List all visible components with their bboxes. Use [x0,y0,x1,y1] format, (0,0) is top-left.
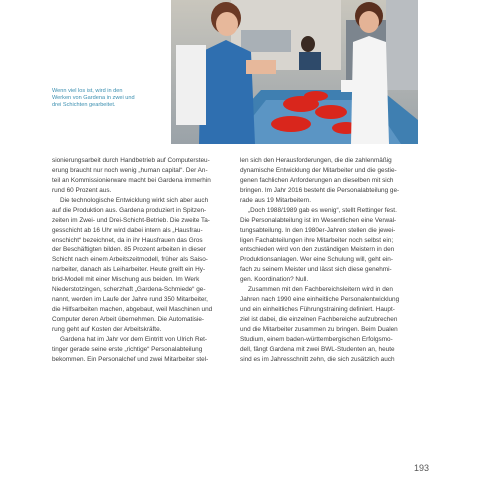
caption-line: drei Schichten gearbeitet. [52,102,116,108]
text-line: sionierungsarbeit durch Handbetrieb auf Computersteu- [52,157,210,164]
right-text-column [240,156,424,365]
text-line: enschicht“ bezeichnet, da in ihr Hausfrauen das Gros [52,236,203,244]
text-line: nannt, werden im Laufe der Jahre rund 350 Mitarbeiter, [52,296,208,304]
text-line: rade aus 19 Mitarbeitern. [240,196,312,204]
photo-caption [52,88,168,109]
text-line: erung braucht nur noch wenig „human capital“. Der An- [52,166,208,174]
text-line: len sich den Herausforderungen, die die zahlenmäßig [240,157,392,164]
caption-line: Werken von Gardena in zwei und [52,95,135,101]
text-line: Die Personalabteilung ist im Wesentlichen eine Verwal- [240,216,397,224]
text-line: Die technologische Entwicklung wirkt sich aber auch [60,196,209,204]
left-text-column [52,156,236,365]
text-line: ligen Fachabteilungen ihre Mitarbeiter noch selbst ein; [240,236,394,244]
text-line: teil an Kommissionierware macht bei Gardena immerhin [52,176,211,184]
text-line: tungsabteilung. In den 1980er-Jahren stellen die jewei- [240,226,396,234]
text-line: auf die Produktion aus. Gardena produziert in Spitzen- [52,206,207,214]
text-line: Gardena hat im Jahr vor dem Eintritt von Ulrich Ret- [60,335,208,343]
text-line: gen. Koordination? Null. [240,276,309,284]
text-line: dynamische Entwicklung der Mitarbeiter und die gestie- [240,166,397,174]
text-line: gesschicht ab 16 Uhr wird dabei intern als „Hausfrau- [52,226,203,234]
text-line: dell, fängt Gardena mit zwei BWL-Studenten an, heute [240,345,395,353]
page-number: 193 [414,463,430,473]
text-line: Niederstotzingen, scherzhaft „Gardena-Schmiede“ ge- [52,286,206,294]
text-line: rund 60 Prozent aus. [52,186,112,194]
text-line: sind es im Jahresschnitt zehn, die sich zusätzlich auch [240,355,395,363]
text-line: und ein einheitliches Führungstraining definiert. Haupt- [240,306,395,314]
caption-line: Wenn viel los ist, wird in den [52,88,123,94]
text-line: „Doch 1988/1989 gab es wenig“, stellt Rettinger fest. [248,206,397,214]
text-line: brid-Modell mit einer Mischung aus beiden. Im Werk [52,276,200,284]
text-line: genen fachlichen Anforderungen an dieselben mit sich [240,176,394,184]
text-line: zeiten im Zwei- und Drei-Schicht-Betrieb. Die zweite Ta- [52,216,210,224]
text-line: ziel ist dabei, die einzelnen Fachbereiche aufzubrechen [240,316,398,323]
text-line: narbeiter, danach als Leiharbeiter. Heute greift ein Hy- [52,266,206,274]
text-line: Studium, einem baden-württembergischen Erfolgsmo- [240,335,393,343]
text-line: Jahren nach 1990 eine einheitliche Personalentwicklung [240,296,400,304]
text-line: fach zu seinem Meister und lässt sich diese genehmi- [240,266,392,274]
text-line: der Beschäftigten bilden. 85 Prozent arbeiten in dieser [52,246,206,254]
text-line: Zusammen mit den Fachbereichsleitern wird in den [248,286,393,294]
text-line: Computer deren Arbeit übernehmen. Die Automatisie- [52,316,205,323]
text-line: Schicht nach einem Arbeitszeitmodell, früher als Saiso- [52,256,208,264]
factory-workers-photo [171,0,418,144]
text-line: die Hilfsarbeiten machen, abgebaut, weil Maschinen und [52,306,213,314]
text-line: bekommen. Ein Personalchef und zwei Mitarbeiter stel- [52,355,209,363]
text-line: entschieden wird von den zuständigen Meistern in den [240,246,395,254]
text-line: tinger gerade seine erste „richtige“ Personalabteilung [52,345,203,353]
text-line: rung geht auf Kosten der Arbeitskräfte. [52,325,162,333]
text-line: und die Mitarbeiter zusammen zu bringen. Beim Dualen [240,325,398,333]
factory-photo-illustration [171,0,418,144]
text-line: bringen. Im Jahr 2016 besteht die Personalabteilung ge- [240,186,400,194]
text-line: Produktionsanlagen. Wer eine Schulung will, geht ein- [240,256,393,264]
